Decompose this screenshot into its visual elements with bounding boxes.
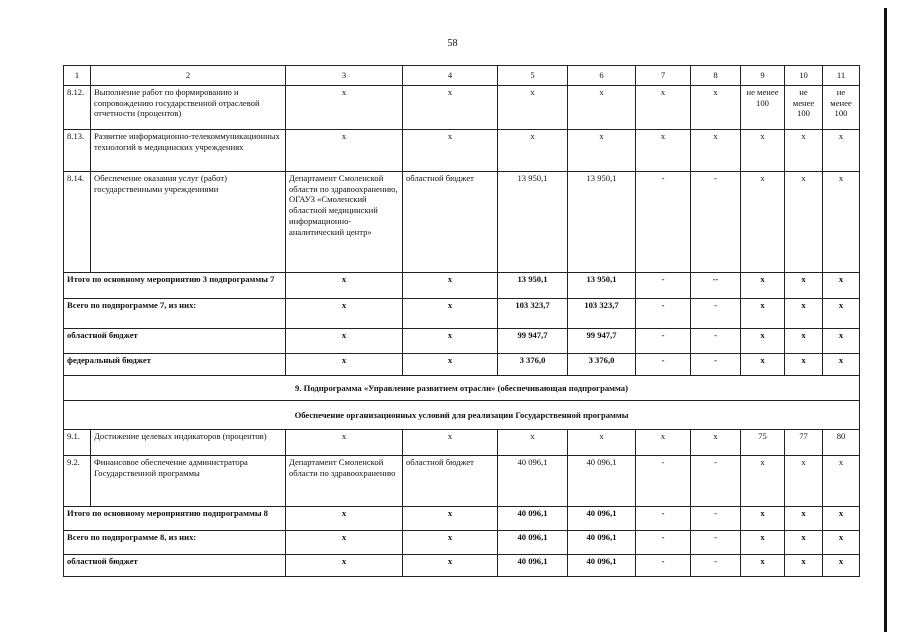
row-name: Выполнение работ по формированию и сопровождению государственной отраслевой отчетности (процентов)	[91, 86, 286, 130]
row-col11: х	[823, 172, 860, 273]
section-header-row	[64, 376, 860, 401]
row-number: 9.1.	[64, 430, 91, 456]
total-col5: 13 950,1	[498, 273, 568, 299]
total-row	[64, 531, 860, 555]
total-source: х	[403, 555, 498, 577]
total-label: областной бюджет	[64, 329, 286, 354]
row-col11: не менее 100	[823, 86, 860, 130]
col-header-4: 4	[403, 66, 498, 86]
total-col10: х	[785, 555, 823, 577]
row-col11: х	[823, 456, 860, 507]
table-row	[64, 86, 860, 130]
total-col7: -	[636, 273, 691, 299]
col-header-11: 11	[823, 66, 860, 86]
total-label: областной бюджет	[64, 555, 286, 577]
total-col5: 40 096,1	[498, 531, 568, 555]
col-header-10: 10	[785, 66, 823, 86]
row-source: х	[403, 130, 498, 172]
total-col11: х	[823, 354, 860, 376]
total-row	[64, 507, 860, 531]
total-row	[64, 299, 860, 329]
total-source: х	[403, 299, 498, 329]
col-header-5: 5	[498, 66, 568, 86]
row-col8: х	[691, 130, 741, 172]
total-col10: х	[785, 299, 823, 329]
row-name: Обеспечение оказания услуг (работ) государственными учреждениями	[91, 172, 286, 273]
total-col6: 3 376,0	[568, 354, 636, 376]
total-col5: 40 096,1	[498, 555, 568, 577]
total-executor: х	[286, 329, 403, 354]
total-label: Итого по основному мероприятию подпрограммы 8	[64, 507, 286, 531]
row-col7: х	[636, 86, 691, 130]
total-col9: х	[741, 354, 785, 376]
total-col11: х	[823, 273, 860, 299]
row-col9: 75	[741, 430, 785, 456]
row-col10: х	[785, 172, 823, 273]
row-executor: х	[286, 86, 403, 130]
row-name: Развитие информационно-телекоммуникационных технологий в медицинских учреждениях	[91, 130, 286, 172]
total-row	[64, 354, 860, 376]
row-col8: -	[691, 456, 741, 507]
total-col7: -	[636, 329, 691, 354]
total-col8: -	[691, 507, 741, 531]
row-col6: х	[568, 430, 636, 456]
row-col5: х	[498, 86, 568, 130]
row-col8: х	[691, 430, 741, 456]
total-col7: -	[636, 299, 691, 329]
row-col9: х	[741, 172, 785, 273]
total-executor: х	[286, 354, 403, 376]
total-executor: х	[286, 555, 403, 577]
total-source: х	[403, 273, 498, 299]
total-col10: х	[785, 531, 823, 555]
total-col6: 40 096,1	[568, 531, 636, 555]
col-header-8: 8	[691, 66, 741, 86]
page-number: 58	[447, 38, 458, 49]
total-col9: х	[741, 555, 785, 577]
total-col7: -	[636, 507, 691, 531]
total-row	[64, 555, 860, 577]
total-col9: х	[741, 299, 785, 329]
total-executor: х	[286, 299, 403, 329]
total-col6: 99 947,7	[568, 329, 636, 354]
total-col9: х	[741, 329, 785, 354]
row-col5: х	[498, 130, 568, 172]
col-header-6: 6	[568, 66, 636, 86]
total-executor: х	[286, 507, 403, 531]
row-number: 8.13.	[64, 130, 91, 172]
row-col6: х	[568, 130, 636, 172]
row-source: областной бюджет	[403, 172, 498, 273]
row-col5: 13 950,1	[498, 172, 568, 273]
total-label: Всего по подпрограмме 7, из них:	[64, 299, 286, 329]
total-col9: х	[741, 273, 785, 299]
row-col11: 80	[823, 430, 860, 456]
total-col9: х	[741, 507, 785, 531]
table-row	[64, 130, 860, 172]
row-col6: 40 096,1	[568, 456, 636, 507]
total-col5: 3 376,0	[498, 354, 568, 376]
row-col7: -	[636, 172, 691, 273]
total-label: Всего по подпрограмме 8, из них:	[64, 531, 286, 555]
row-executor: Департамент Смоленской области по здравоохранению	[286, 456, 403, 507]
row-source: х	[403, 430, 498, 456]
total-col10: х	[785, 507, 823, 531]
row-col5: 40 096,1	[498, 456, 568, 507]
row-executor: х	[286, 130, 403, 172]
row-col10: 77	[785, 430, 823, 456]
total-source: х	[403, 531, 498, 555]
row-col11: х	[823, 130, 860, 172]
row-col10: х	[785, 130, 823, 172]
row-col5: х	[498, 430, 568, 456]
total-col8: -	[691, 329, 741, 354]
col-header-1: 1	[64, 66, 91, 86]
total-col7: -	[636, 531, 691, 555]
row-col8: х	[691, 86, 741, 130]
col-header-9: 9	[741, 66, 785, 86]
row-col7: х	[636, 130, 691, 172]
row-col6: 13 950,1	[568, 172, 636, 273]
col-header-7: 7	[636, 66, 691, 86]
row-col6: х	[568, 86, 636, 130]
row-number: 8.12.	[64, 86, 91, 130]
row-executor: х	[286, 430, 403, 456]
row-col9: не менее 100	[741, 86, 785, 130]
row-col10: х	[785, 456, 823, 507]
row-col8: -	[691, 172, 741, 273]
total-col8: -	[691, 354, 741, 376]
row-number: 8.14.	[64, 172, 91, 273]
total-col11: х	[823, 329, 860, 354]
total-col5: 99 947,7	[498, 329, 568, 354]
subsection-header-row	[64, 401, 860, 430]
row-executor: Департамент Смоленской области по здравоохранению, ОГАУЗ «Смоленский областной медицинский информационно-аналитический центр»	[286, 172, 403, 273]
total-executor: х	[286, 273, 403, 299]
total-col11: х	[823, 299, 860, 329]
total-col7: -	[636, 354, 691, 376]
total-col6: 40 096,1	[568, 555, 636, 577]
total-row	[64, 273, 860, 299]
col-header-3: 3	[286, 66, 403, 86]
total-col8: -	[691, 299, 741, 329]
total-col6: 40 096,1	[568, 507, 636, 531]
row-col10: не менее 100	[785, 86, 823, 130]
total-col8: -	[691, 555, 741, 577]
row-col7: -	[636, 456, 691, 507]
total-source: х	[403, 329, 498, 354]
total-col10: х	[785, 329, 823, 354]
total-col8: -	[691, 531, 741, 555]
table-row	[64, 172, 860, 273]
table-row	[64, 456, 860, 507]
row-col9: х	[741, 130, 785, 172]
column-number-header	[64, 66, 860, 86]
total-col5: 103 323,7	[498, 299, 568, 329]
row-name: Финансовое обеспечение администратора Государственной программы	[91, 456, 286, 507]
row-col9: х	[741, 456, 785, 507]
total-col5: 40 096,1	[498, 507, 568, 531]
page-edge-rule	[884, 8, 887, 632]
table-row	[64, 430, 860, 456]
row-number: 9.2.	[64, 456, 91, 507]
total-col9: х	[741, 531, 785, 555]
total-source: х	[403, 354, 498, 376]
subsection-title: Обеспечение организационных условий для реализации Государственной программы	[64, 401, 860, 430]
total-col11: х	[823, 555, 860, 577]
row-name: Достижение целевых индикаторов (процентов)	[91, 430, 286, 456]
row-col7: х	[636, 430, 691, 456]
total-col11: х	[823, 531, 860, 555]
total-label: федеральный бюджет	[64, 354, 286, 376]
total-col8: --	[691, 273, 741, 299]
total-col6: 13 950,1	[568, 273, 636, 299]
total-col10: х	[785, 354, 823, 376]
row-source: областной бюджет	[403, 456, 498, 507]
col-header-2: 2	[91, 66, 286, 86]
row-source: х	[403, 86, 498, 130]
total-source: х	[403, 507, 498, 531]
total-label: Итого по основному мероприятию 3 подпрограммы 7	[64, 273, 286, 299]
section-title: 9. Подпрограмма «Управление развитием отрасли» (обеспечивающая подпрограмма)	[64, 376, 860, 401]
total-executor: х	[286, 531, 403, 555]
total-col11: х	[823, 507, 860, 531]
total-col6: 103 323,7	[568, 299, 636, 329]
program-table	[63, 65, 860, 577]
total-col7: -	[636, 555, 691, 577]
total-row	[64, 329, 860, 354]
total-col10: х	[785, 273, 823, 299]
